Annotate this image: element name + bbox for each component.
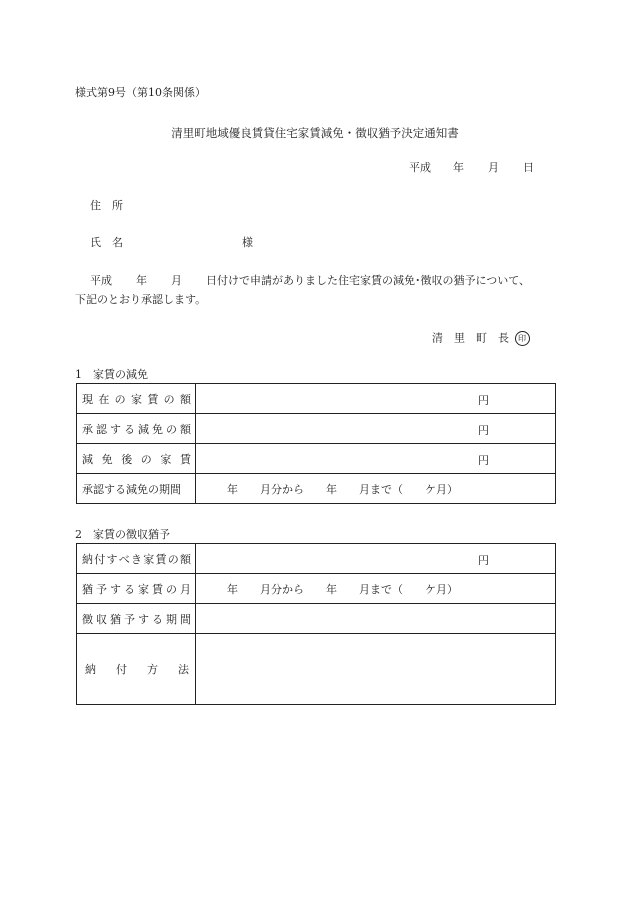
table-row bbox=[77, 444, 556, 474]
label-char: る bbox=[124, 582, 135, 596]
period-text: 年 月分から 年 月まで（ ケ月） bbox=[227, 482, 458, 496]
label-char: 間 bbox=[180, 612, 191, 626]
date-day: 日 bbox=[523, 161, 534, 174]
date-line bbox=[409, 161, 534, 175]
label-char: 徴 bbox=[82, 612, 93, 626]
label-chars bbox=[82, 581, 195, 597]
value-deferred-months[interactable] bbox=[196, 574, 556, 604]
label-char: べ bbox=[118, 552, 130, 566]
label-char: 額 bbox=[180, 422, 191, 436]
label-char: 予 bbox=[96, 582, 107, 596]
label-rent-after-reduction bbox=[77, 444, 196, 474]
label-char: 収 bbox=[96, 612, 107, 626]
label-char: 減 bbox=[138, 422, 149, 436]
label-char: す bbox=[106, 552, 118, 566]
period-text: 年 月分から 年 月まで（ ケ月） bbox=[227, 582, 458, 596]
label-char: 賃 bbox=[179, 452, 191, 466]
value-reduction-period[interactable] bbox=[196, 474, 556, 504]
label-char: 付 bbox=[116, 663, 127, 676]
label-deferred-months bbox=[77, 574, 196, 604]
label-char: 現 bbox=[82, 392, 93, 406]
label-char: 額 bbox=[179, 392, 191, 406]
label-char: 在 bbox=[98, 392, 110, 406]
label-char: の bbox=[114, 392, 126, 406]
date-month: 月 bbox=[488, 161, 499, 174]
label-char: の bbox=[167, 552, 179, 566]
label-rent-payable bbox=[77, 544, 196, 574]
label-char: 家 bbox=[138, 582, 149, 596]
label-char: 後 bbox=[121, 452, 133, 466]
date-era: 平成 bbox=[409, 161, 431, 174]
table-row bbox=[77, 634, 556, 705]
label-char: の bbox=[140, 452, 152, 466]
label-char: 予 bbox=[124, 612, 135, 626]
table-row bbox=[77, 474, 556, 504]
yen-unit: 円 bbox=[478, 424, 489, 437]
honorific: 様 bbox=[242, 236, 253, 249]
label-char: 家 bbox=[143, 552, 155, 566]
body-year: 年 bbox=[136, 274, 147, 287]
label-chars bbox=[82, 551, 195, 567]
yen-unit: 円 bbox=[478, 454, 489, 467]
label-char: 免 bbox=[101, 452, 113, 466]
label-reduction-period: 承認する減免の期間 bbox=[77, 474, 196, 504]
signer bbox=[432, 331, 530, 346]
label-chars bbox=[82, 421, 195, 437]
body-era: 平成 bbox=[90, 274, 112, 287]
label-char: す bbox=[110, 422, 121, 436]
label-char: の bbox=[163, 392, 175, 406]
label-char: 賃 bbox=[147, 392, 159, 406]
deferral-table bbox=[76, 543, 556, 705]
label-char: 賃 bbox=[152, 582, 163, 596]
label-char: す bbox=[110, 582, 121, 596]
label-char: 猶 bbox=[82, 582, 93, 596]
yen-unit: 円 bbox=[478, 394, 489, 407]
label-char: 減 bbox=[82, 452, 93, 466]
label-char: る bbox=[152, 612, 163, 626]
label-char: 家 bbox=[160, 452, 172, 466]
label-char: 月 bbox=[180, 582, 191, 596]
form-number: 様式第9号（第10条関係） bbox=[75, 86, 206, 99]
label-chars bbox=[82, 391, 195, 407]
label-char: 家 bbox=[130, 392, 142, 406]
label-char: 納 bbox=[85, 663, 96, 676]
label-current-rent bbox=[77, 384, 196, 414]
value-payment-method[interactable] bbox=[196, 634, 556, 705]
label-char: 方 bbox=[147, 663, 158, 676]
date-year: 年 bbox=[453, 161, 464, 174]
label-char: 納 bbox=[82, 552, 93, 566]
value-current-rent[interactable] bbox=[196, 384, 556, 414]
label-payment-method bbox=[77, 634, 196, 705]
label-char: 付 bbox=[94, 552, 106, 566]
label-char: る bbox=[124, 422, 135, 436]
label-chars bbox=[82, 661, 195, 677]
label-char: の bbox=[166, 582, 177, 596]
label-char: 認 bbox=[96, 422, 107, 436]
yen-unit: 円 bbox=[478, 554, 489, 567]
value-approved-reduction[interactable] bbox=[196, 414, 556, 444]
label-char: き bbox=[131, 552, 142, 566]
label-char: の bbox=[166, 422, 177, 436]
label-char: す bbox=[138, 612, 149, 626]
name-label: 氏 名 bbox=[90, 236, 123, 249]
body-month: 月 bbox=[171, 274, 182, 287]
document-title: 清里町地域優良賃貸住宅家賃減免・徴収猶予決定通知書 bbox=[171, 126, 459, 140]
table-row bbox=[77, 574, 556, 604]
label-chars bbox=[82, 451, 195, 467]
label-char: 期 bbox=[166, 612, 177, 626]
table-row bbox=[77, 414, 556, 444]
seal-mark: 印 bbox=[515, 331, 530, 346]
label-char: 猶 bbox=[110, 612, 121, 626]
reduction-table bbox=[76, 383, 556, 504]
label-char: 免 bbox=[152, 422, 163, 436]
value-rent-payable[interactable] bbox=[196, 544, 556, 574]
label-deferral-period bbox=[77, 604, 196, 634]
value-deferral-period[interactable] bbox=[196, 604, 556, 634]
label-char: 額 bbox=[180, 552, 191, 566]
label-char: 承 bbox=[82, 422, 93, 436]
label-chars bbox=[82, 611, 195, 627]
section2-heading: 2 家賃の徴収猶予 bbox=[75, 528, 170, 541]
label-approved-reduction bbox=[77, 414, 196, 444]
table-row bbox=[77, 604, 556, 634]
address-label: 住 所 bbox=[90, 199, 123, 212]
body-rest: 日付けで申請がありました住宅家賃の減免･徴収の猶予について、 bbox=[206, 274, 531, 287]
label-char: 法 bbox=[178, 663, 189, 676]
value-rent-after-reduction[interactable] bbox=[196, 444, 556, 474]
body-line-2: 下記のとおり承認します。 bbox=[75, 293, 207, 306]
label-char: 賃 bbox=[155, 552, 167, 566]
table-row bbox=[77, 384, 556, 414]
table-row bbox=[77, 544, 556, 574]
body-line-1 bbox=[90, 274, 530, 288]
section1-heading: 1 家賃の減免 bbox=[75, 368, 148, 381]
signer-title: 清 里 町 長 bbox=[432, 331, 509, 345]
